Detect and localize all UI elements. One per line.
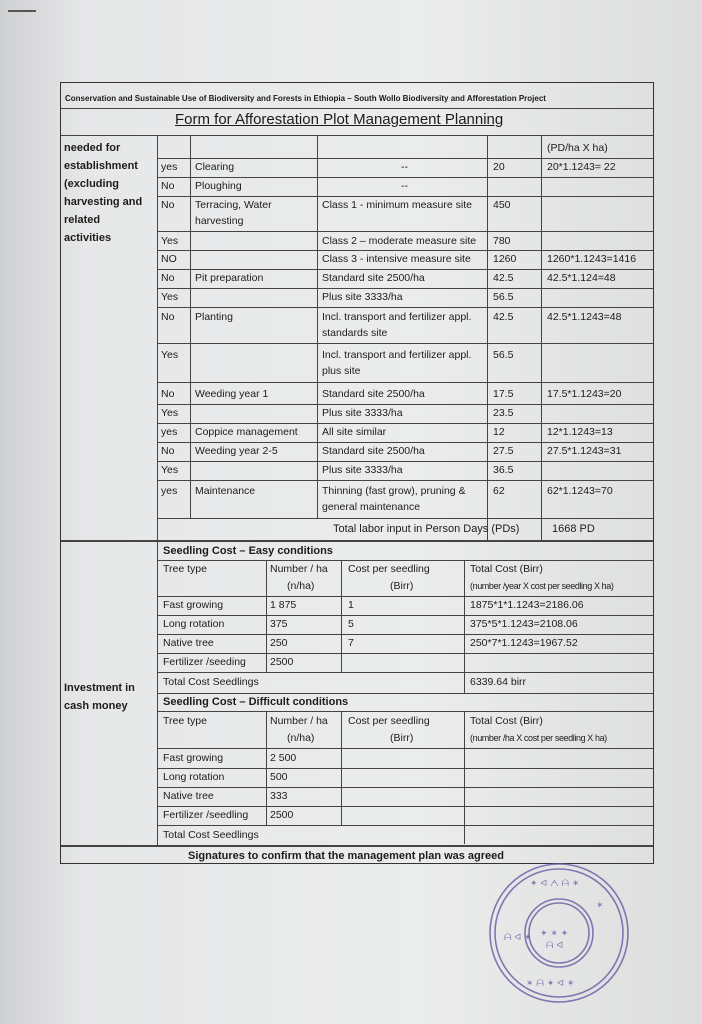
establishment-label: needed for establishment (excluding harvesting and related activities — [64, 142, 143, 244]
svg-text:✶: ✶ — [596, 901, 604, 911]
svg-text:✦ ✶ ✦: ✦ ✶ ✦ — [540, 929, 569, 939]
svg-text:✦ ᐊ ᗅ ᗩ ✶: ✦ ᐊ ᗅ ᗩ ✶ — [530, 879, 580, 889]
scan-mark — [8, 10, 36, 12]
project-header: Conservation and Sustainable Use of Biodiversity and Forests in Ethiopia – South Wollo Biodiversity and Afforestation Project — [65, 94, 546, 103]
svg-text:ᗩ ᐊ: ᗩ ᐊ — [546, 941, 564, 951]
total-labor-value: 1668 PD — [552, 523, 595, 535]
difficult-heading: Seedling Cost – Difficult conditions — [163, 696, 349, 708]
svg-text:✶ ᗩ ✦ ᐊ ✶: ✶ ᗩ ✦ ᐊ ✶ — [526, 979, 575, 989]
management-form: Conservation and Sustainable Use of Biodiversity and Forests in Ethiopia – South Wollo Biodiversity and Afforestation Project Form for Afforestation Plot Management Planning needed for establishment (excluding harvesting and related activities (PD/ha X ha) yes Clearing -- 20 20*1.1243= 22 No Ploughing -- No Terracing, Water harvesting Class 1 - minimum measure site 450 Yes Class 2 – moderate measure site 780 NO Class 3 - intensive measure site 1260 1260*1.1243=1416 No Pit preparation Standard site 2500/ha 42.5 42.5*1.124=48 Yes Plus site 3333/ha 56.5 No Planting Incl. transport and fertilizer appl. standards site 42.5 42.5*1.1243=48 Yes Incl. transport and fertilizer appl. plus site 56.5 No Weeding year 1 Standard site 2500/ha 17.5 17.5*1.1243=20 Yes Plus site 3333/ha 23.5 yes Coppice management All site similar 12 12*1.1243=13 No Weeding year 2-5 Standard site 2500/ha 27.5 27.5*1.1243=31 Yes Plus site 3333/ha 36.5 yes Maintenance Thinning (fast grow), pruning & general maintenance 62 62*1.1243=70 Total labor input in Person Days (PDs) 1668 PD Investment in cash money Seedling Cost – Easy conditions Tree type Number / ha (n/ha) Cost per seedling (Birr) Total Cost (Birr) (number /year X cost per seedling X ha) Fast growing 1 875 1 1875*1*1.1243=2186.06 Long rotation 375 5 375*5*1.1243=2108.06 Native tree 250 7 250*7*1.1243=1967.52 Fertilizer /seeding 2500 Total Cost Seedlings 6339.64 birr Seedling Cost – Difficult conditions Tree type Number / ha (n/ha) Cost per seedling (Birr) Total Cost (Birr) (number /ha X cost per seedling X ha) Fast growing 2 500 Long rotation 500 Native tree 333 Fertilizer /seedling 2500 Total Cost Seedlings Signatures to confirm that the management plan was agreed — [60, 82, 654, 864]
easy-total-label: Total Cost Seedlings — [163, 676, 259, 688]
official-stamp-icon — [486, 860, 632, 1006]
difficult-total-label: Total Cost Seedlings — [163, 829, 259, 841]
investment-label: Investment in cash money — [64, 682, 135, 712]
form-title: Form for Afforestation Plot Management Planning — [175, 111, 504, 128]
signatures-line: Signatures to confirm that the management plan was agreed — [188, 850, 505, 862]
unit-header: (PD/ha X ha) — [547, 142, 608, 154]
easy-heading: Seedling Cost – Easy conditions — [163, 545, 333, 557]
total-labor-label: Total labor input in Person Days (PDs) — [333, 523, 520, 535]
svg-text:ᗩ ᐊ ✦: ᗩ ᐊ ✦ — [504, 933, 532, 943]
easy-total-value: 6339.64 birr — [470, 676, 527, 688]
